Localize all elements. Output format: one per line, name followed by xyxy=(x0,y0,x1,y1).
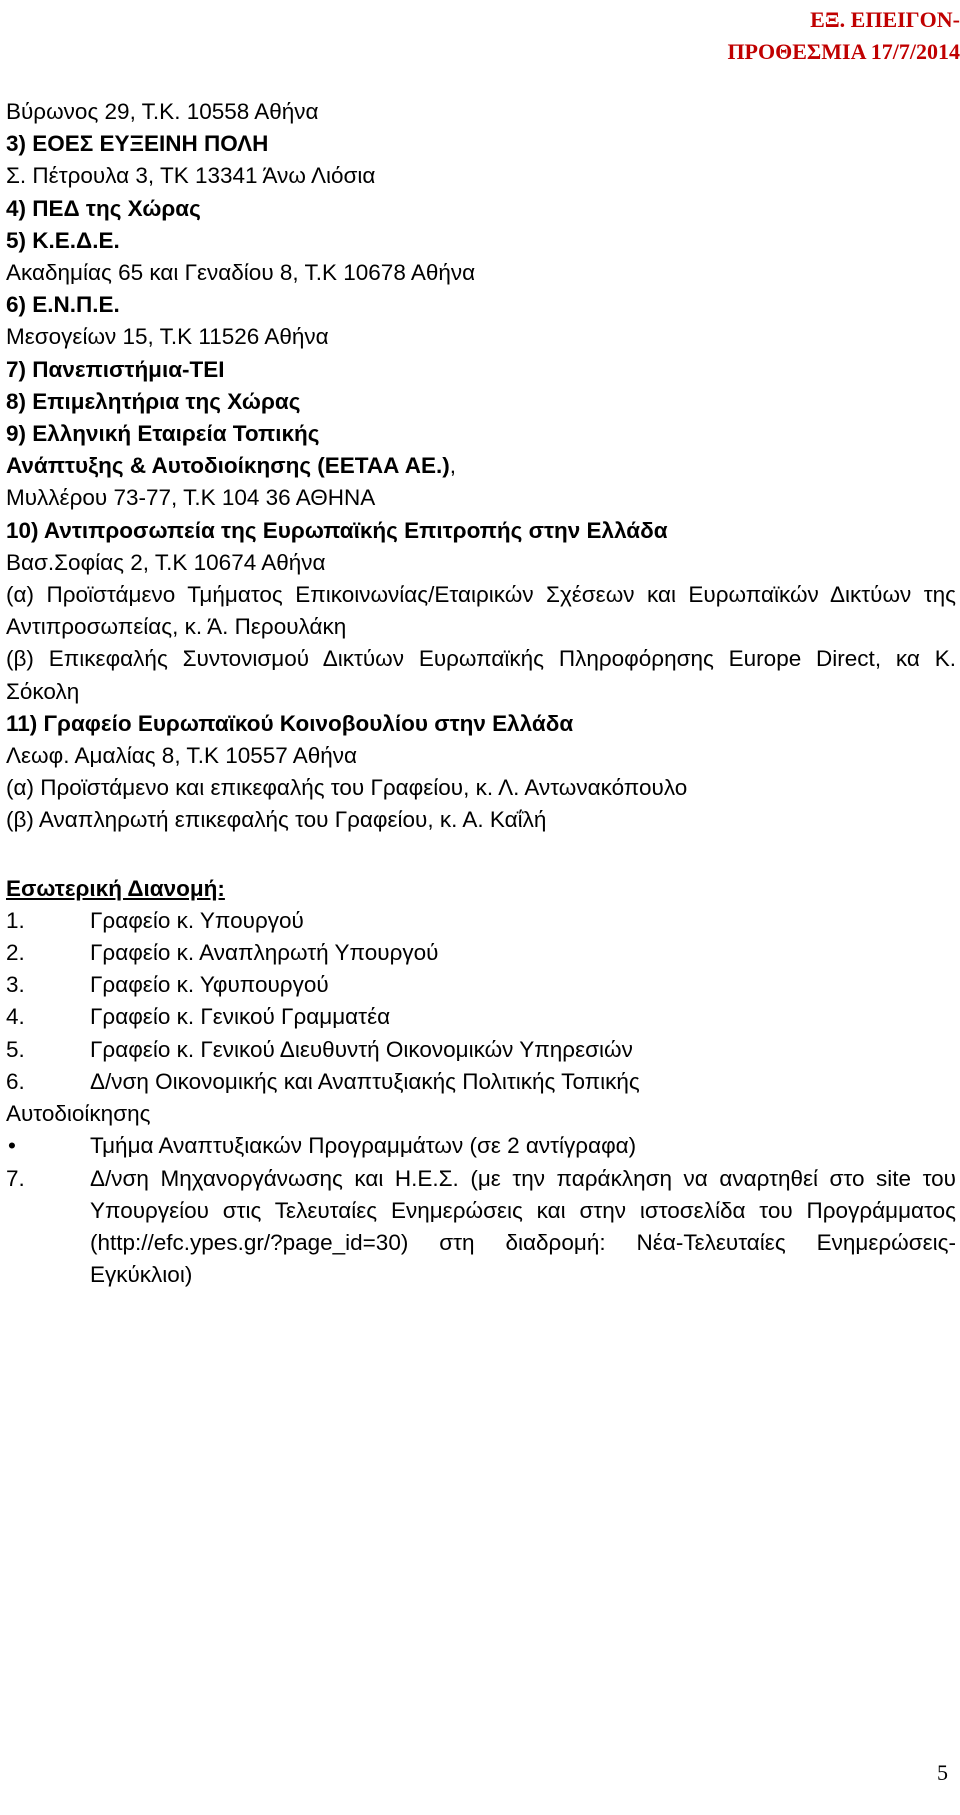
list-item xyxy=(6,1034,956,1066)
document-body xyxy=(6,96,956,1291)
address-line: Βασ.Σοφίας 2, Τ.Κ 10674 Αθήνα xyxy=(6,549,326,575)
recipient-heading: 8) Επιμελητήρια της Χώρας xyxy=(6,388,301,414)
list-item-number: 7. xyxy=(6,1165,25,1191)
recipient-person: (α) Προϊστάμενο και επικεφαλής του Γραφείου, κ. Λ. Αντωνακόπουλο xyxy=(6,775,688,801)
list-item-number: 5. xyxy=(6,1036,25,1062)
recipient-person: (α) Προϊστάμενο Τμήματος Επικοινωνίας/Εταιρικών Σχέσεων και Ευρωπαϊκών Δικτύων της Αντιπροσωπείας, κ. Ά. Περουλάκη xyxy=(6,582,956,640)
list-item-number: 4. xyxy=(6,1004,25,1030)
page-number: 5 xyxy=(937,1760,948,1785)
list-item-number: 2. xyxy=(6,940,25,966)
address-line: Σ. Πέτρουλα 3, ΤΚ 13341 Άνω Λιόσια xyxy=(6,163,376,189)
bullet-item-text: Τμήμα Αναπτυξιακών Προγραμμάτων (σε 2 αντίγραφα) xyxy=(90,1133,637,1159)
recipient-heading: 3) ΕΟΕΣ ΕΥΞΕΙΝΗ ΠΟΛΗ xyxy=(6,131,269,157)
deadline-label: ΠΡΟΘΕΣΜΙΑ 17/7/2014 xyxy=(727,39,960,64)
address-line: Λεωφ. Αμαλίας 8, Τ.Κ 10557 Αθήνα xyxy=(6,743,358,769)
address-line: Μεσογείων 15, Τ.Κ 11526 Αθήνα xyxy=(6,324,329,350)
list-item-text: Γραφείο κ. Υφυπουργού xyxy=(90,972,329,998)
address-line: Ακαδημίας 65 και Γεναδίου 8, Τ.Κ 10678 Αθήνα xyxy=(6,260,476,286)
address-line: Βύρωνος 29, Τ.Κ. 10558 Αθήνα xyxy=(6,99,319,124)
list-item-text: Δ/νση Οικονομικής και Αναπτυξιακής Πολιτικής Τοπικής xyxy=(90,1068,640,1094)
list-item xyxy=(6,1001,956,1033)
bullet-item xyxy=(6,1130,956,1162)
list-item-text: Γραφείο κ. Γενικού Διευθυντή Οικονομικών Υπηρεσιών xyxy=(90,1036,633,1062)
recipient-heading: 11) Γραφείο Ευρωπαϊκού Κοινοβουλίου στην Ελλάδα xyxy=(6,710,574,736)
internal-distribution-heading: Εσωτερική Διανομή: xyxy=(6,875,225,901)
recipient-person: (β) Επικεφαλής Συντονισμού Δικτύων Ευρωπαϊκής Πληροφόρησης Europe Direct, κα Κ. Σόκολη xyxy=(6,646,956,704)
list-item xyxy=(6,1163,956,1292)
list-item xyxy=(6,1066,956,1098)
recipient-person: (β) Αναπληρωτή επικεφαλής του Γραφείου, κ. Α. Καΐλή xyxy=(6,807,547,833)
recipient-heading: 6) Ε.Ν.Π.Ε. xyxy=(6,292,120,318)
recipient-heading: 7) Πανεπιστήμια-ΤΕΙ xyxy=(6,356,225,382)
list-item-continuation: Αυτοδιοίκησης xyxy=(6,1101,151,1127)
recipient-heading-bold: Ανάπτυξης & Αυτοδιοίκησης (ΕΕΤΑΑ ΑΕ.) xyxy=(6,453,450,479)
recipient-heading: 9) Ελληνική Εταιρεία Τοπικής xyxy=(6,421,320,447)
bullet-icon: • xyxy=(8,1133,16,1159)
list-item-number: 1. xyxy=(6,907,25,933)
list-item-text: Γραφείο κ. Υπουργού xyxy=(90,907,304,933)
list-item-text: Γραφείο κ. Γενικού Γραμματέα xyxy=(90,1004,391,1030)
list-item-number: 6. xyxy=(6,1068,25,1094)
list-item xyxy=(6,905,956,937)
urgent-deadline-note xyxy=(630,4,960,68)
list-item-text: Γραφείο κ. Αναπληρωτή Υπουργού xyxy=(90,940,439,966)
recipient-heading: 10) Αντιπροσωπεία της Ευρωπαϊκής Επιτροπής στην Ελλάδα xyxy=(6,517,668,543)
recipient-heading-continued xyxy=(6,450,956,482)
recipient-heading-comma: , xyxy=(449,453,457,479)
list-item xyxy=(6,937,956,969)
recipient-heading: 5) Κ.Ε.Δ.Ε. xyxy=(6,227,120,253)
list-item xyxy=(6,969,956,1001)
recipient-heading: 4) ΠΕΔ της Χώρας xyxy=(6,195,201,221)
list-item-number: 3. xyxy=(6,972,25,998)
urgent-label: ΕΞ. ΕΠΕΙΓΟΝ- xyxy=(810,7,960,32)
address-line: Μυλλέρου 73-77, Τ.Κ 104 36 ΑΘΗΝΑ xyxy=(6,485,376,511)
list-item-text: Δ/νση Μηχανοργάνωσης και Η.Ε.Σ. (με την παράκληση να αναρτηθεί στο site του Υπουργείου στις Τελευταίες Ενημερώσεις και στην ιστοσελίδα του Προγράμματος (http://efc.ypes.gr/?page_id=30) στη διαδρομή: Νέα-Τελευταίες Ενημερώσεις-Εγκύκλιοι) xyxy=(90,1165,956,1288)
